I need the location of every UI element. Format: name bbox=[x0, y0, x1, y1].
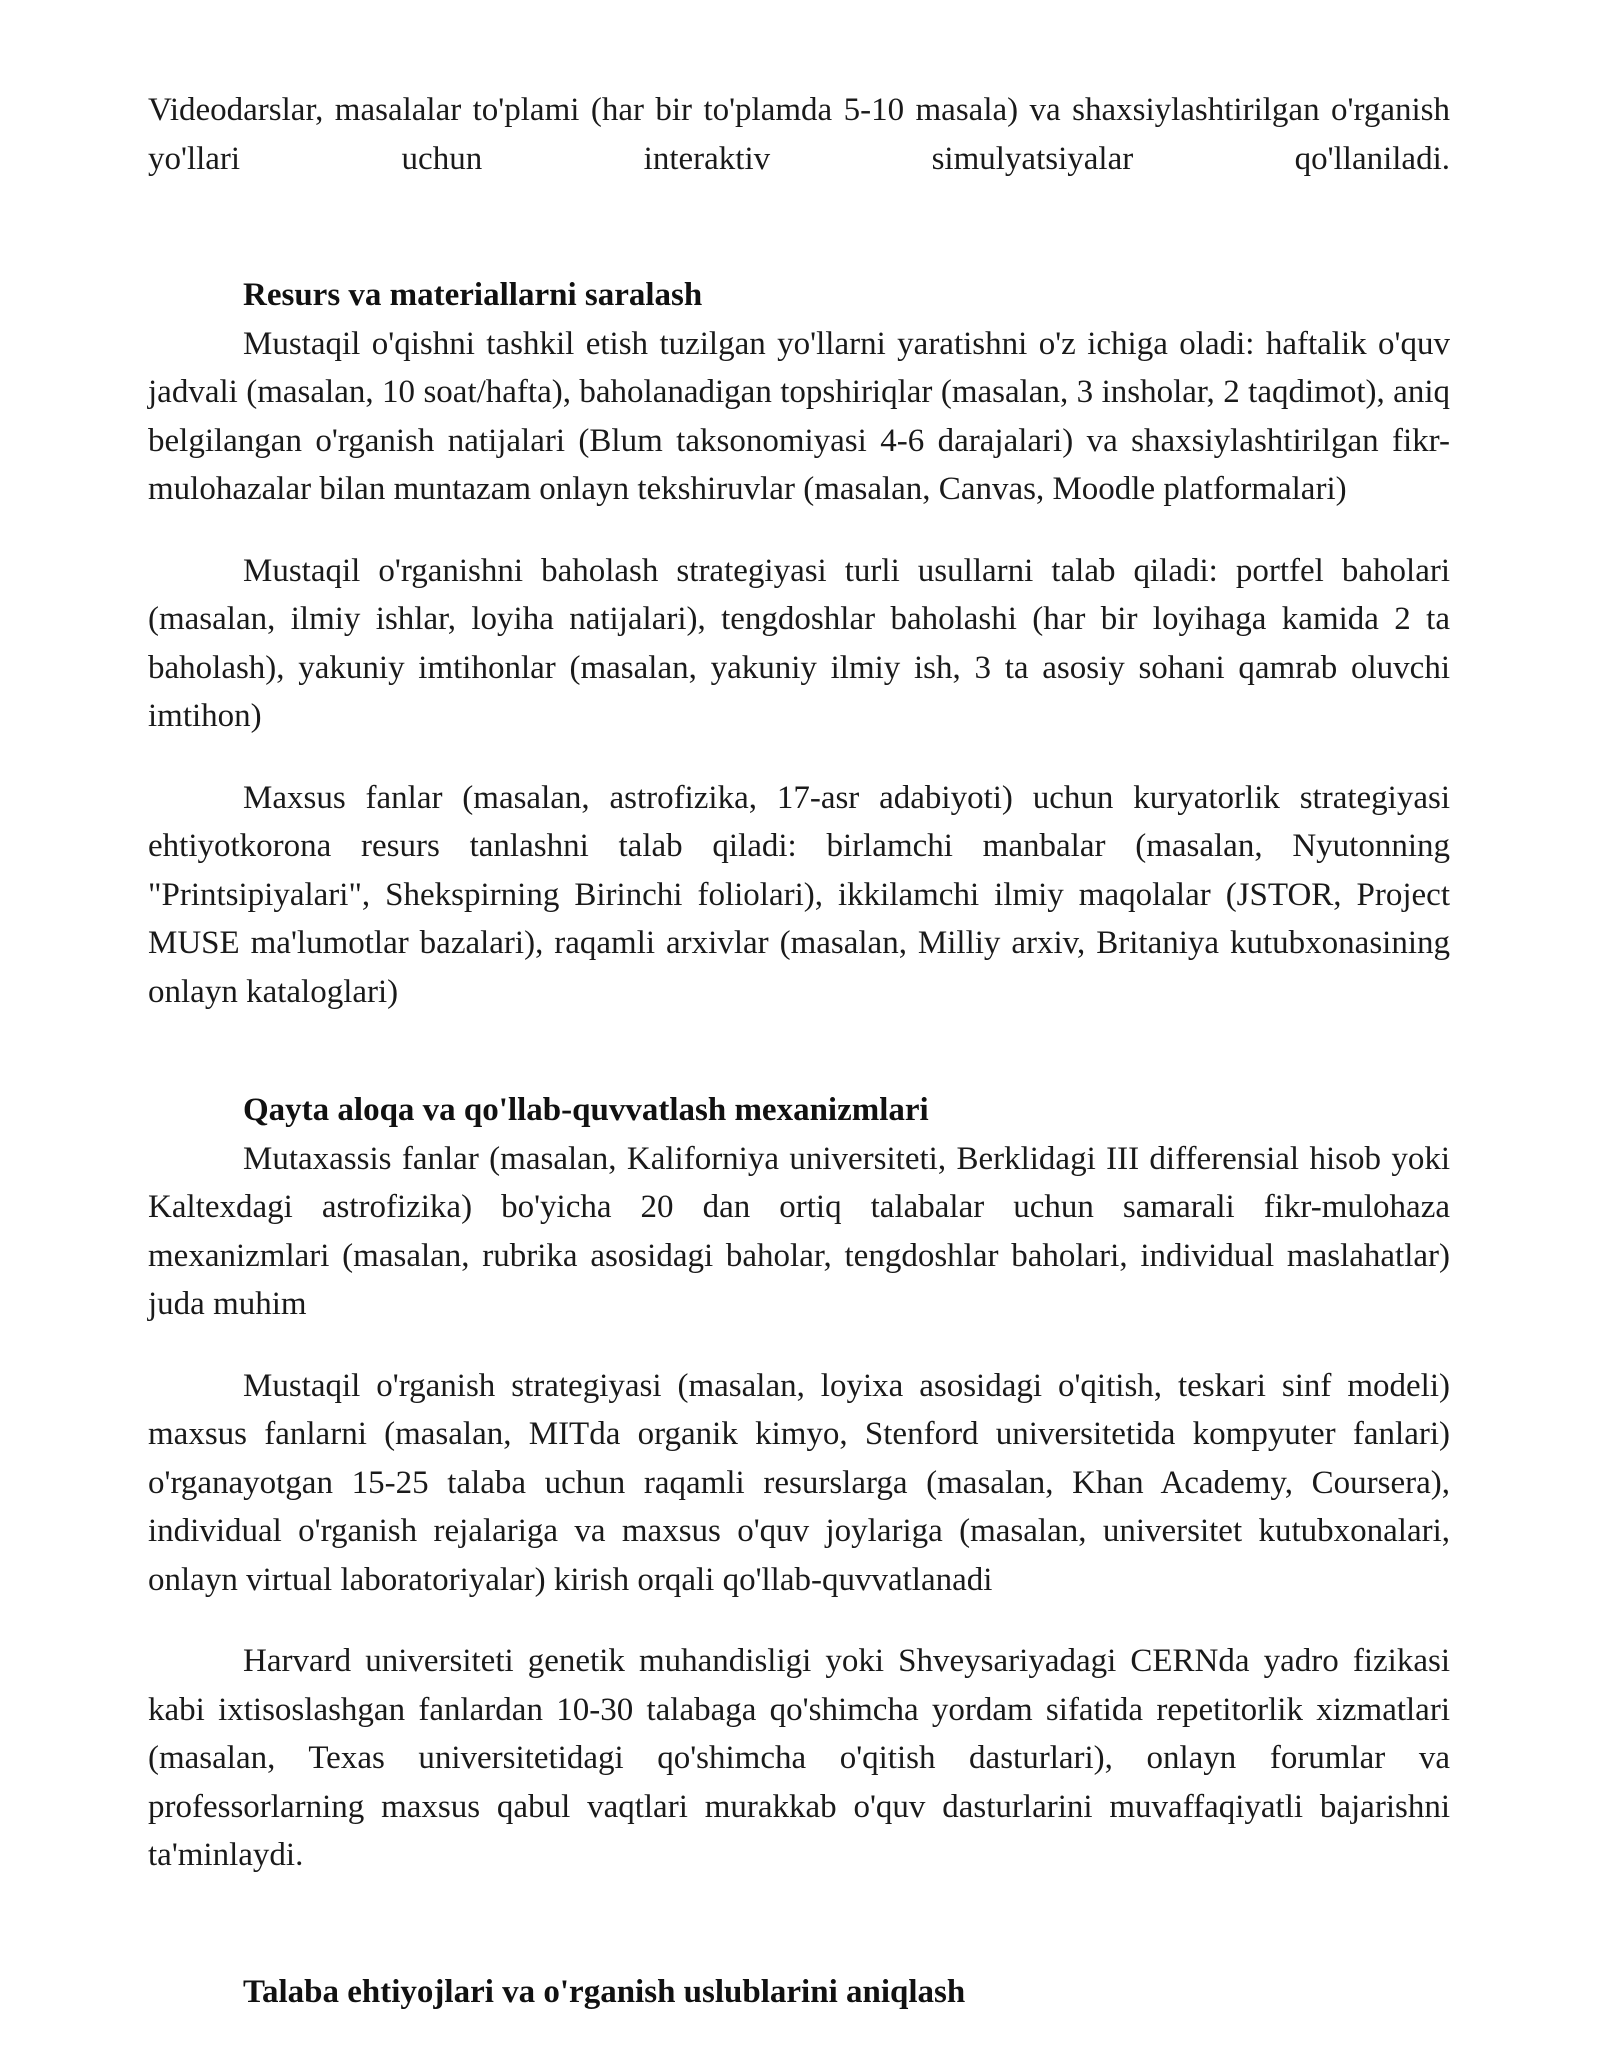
document-page bbox=[148, 86, 1450, 2016]
section-heading-student-needs: Talaba ehtiyojlari va o'rganish uslublarini aniqlash bbox=[243, 1973, 966, 2010]
paragraph-curatorship-strategy: Maxsus fanlar (masalan, astrofizika, 17-asr adabiyoti) uchun kuryatorlik strategiyasi ehtiyotkorona resurs tanlashni talab qiladi: birlamchi manbalar (masalan, Nyutonning "Printsipiyalari", Shekspirning Birinchi foliolari), ikkilamchi ilmiy maqolalar (JSTOR, Project MUSE ma'lumotlar bazalari), raqamli arxivlar (masalan, Milliy arxiv, Britaniya kutubxonasining onlayn kataloglari) bbox=[148, 779, 1450, 1010]
intro-paragraph: Videodarslar, masalalar to'plami (har bir to'plamda 5-10 masala) va shaxsiylashtirilgan o'rganish yo'llari uchun interaktiv simulyatsiyalar qo'llaniladi. bbox=[148, 92, 1450, 177]
paragraph-independent-reading: Mustaqil o'qishni tashkil etish tuzilgan yo'llarni yaratishni o'z ichiga oladi: haftalik o'quv jadvali (masalan, 10 soat/hafta), baholanadigan topshiriqlar (masalan, 3 insholar, 2 taqdimot), aniq belgilangan o'rganish natijalari (Blum taksonomiyasi 4-6 darajalari) va shaxsiylashtirilgan fikr-mulohazalar bilan muntazam onlayn tekshiruvlar (masalan, Canvas, Moodle platformalari) bbox=[148, 325, 1450, 507]
paragraph-tutoring-services: Harvard universiteti genetik muhandisligi yoki Shveysariyadagi CERNda yadro fizikasi kabi ixtisoslashgan fanlardan 10-30 talabaga qo'shimcha yordam sifatida repetitorlik xizmatlari (masalan, Texas universitetidagi qo'shimcha o'qitish dasturlari), onlayn forumlar va professorlarning maxsus qabul vaqtlari murakkab o'quv dasturlarini muvaffaqiyatli bajarishni ta'minlaydi. bbox=[148, 1643, 1450, 1873]
spacer bbox=[148, 1329, 1450, 1362]
spacer bbox=[148, 514, 1450, 547]
spacer bbox=[148, 1880, 1450, 1968]
paragraph-assessment-strategy: Mustaqil o'rganishni baholash strategiyasi turli usullarni talab qiladi: portfel baholari (masalan, ilmiy ishlar, loyiha natijalari), tengdoshlar baholashi (har bir loyihaga kamida 2 ta baholash), yakuniy imtihonlar (masalan, yakuniy ilmiy ish, 3 ta asosiy sohani qamrab oluvchi imtihon) bbox=[148, 552, 1450, 734]
section-heading-feedback: Qayta aloqa va qo'llab-quvvatlash mexanizmlari bbox=[243, 1092, 929, 1128]
paragraph-feedback-mechanisms: Mutaxassis fanlar (masalan, Kaliforniya universiteti, Berklidagi III differensial hisob yoki Kaltexdagi astrofizika) bo'yicha 20 dan ortiq talabalar uchun samarali fikr-mulohaza mexanizmlari (masalan, rubrika asosidagi baholar, tengdoshlar baholari, individual maslahatlar) juda muhim bbox=[148, 1140, 1450, 1322]
spacer bbox=[148, 1604, 1450, 1637]
spacer bbox=[148, 741, 1450, 774]
paragraph-learning-support: Mustaqil o'rganish strategiyasi (masalan, loyixa asosidagi o'qitish, teskari sinf modeli) maxsus fanlarni (masalan, MITda organik kimyo, Stenford universitetida kompyuter fanlari) o'rganayotgan 15-25 talaba uchun raqamli resurslarga (masalan, Khan Academy, Coursera), individual o'rganish rejalariga va maxsus o'quv joylariga (masalan, universitet kutubxonalari, onlayn virtual laboratoriyalar) kirish orqali qo'llab-quvvatlanadi bbox=[148, 1367, 1450, 1598]
spacer bbox=[148, 183, 1450, 271]
section-heading-resources: Resurs va materiallarni saralash bbox=[243, 277, 703, 313]
spacer bbox=[148, 1016, 1450, 1086]
